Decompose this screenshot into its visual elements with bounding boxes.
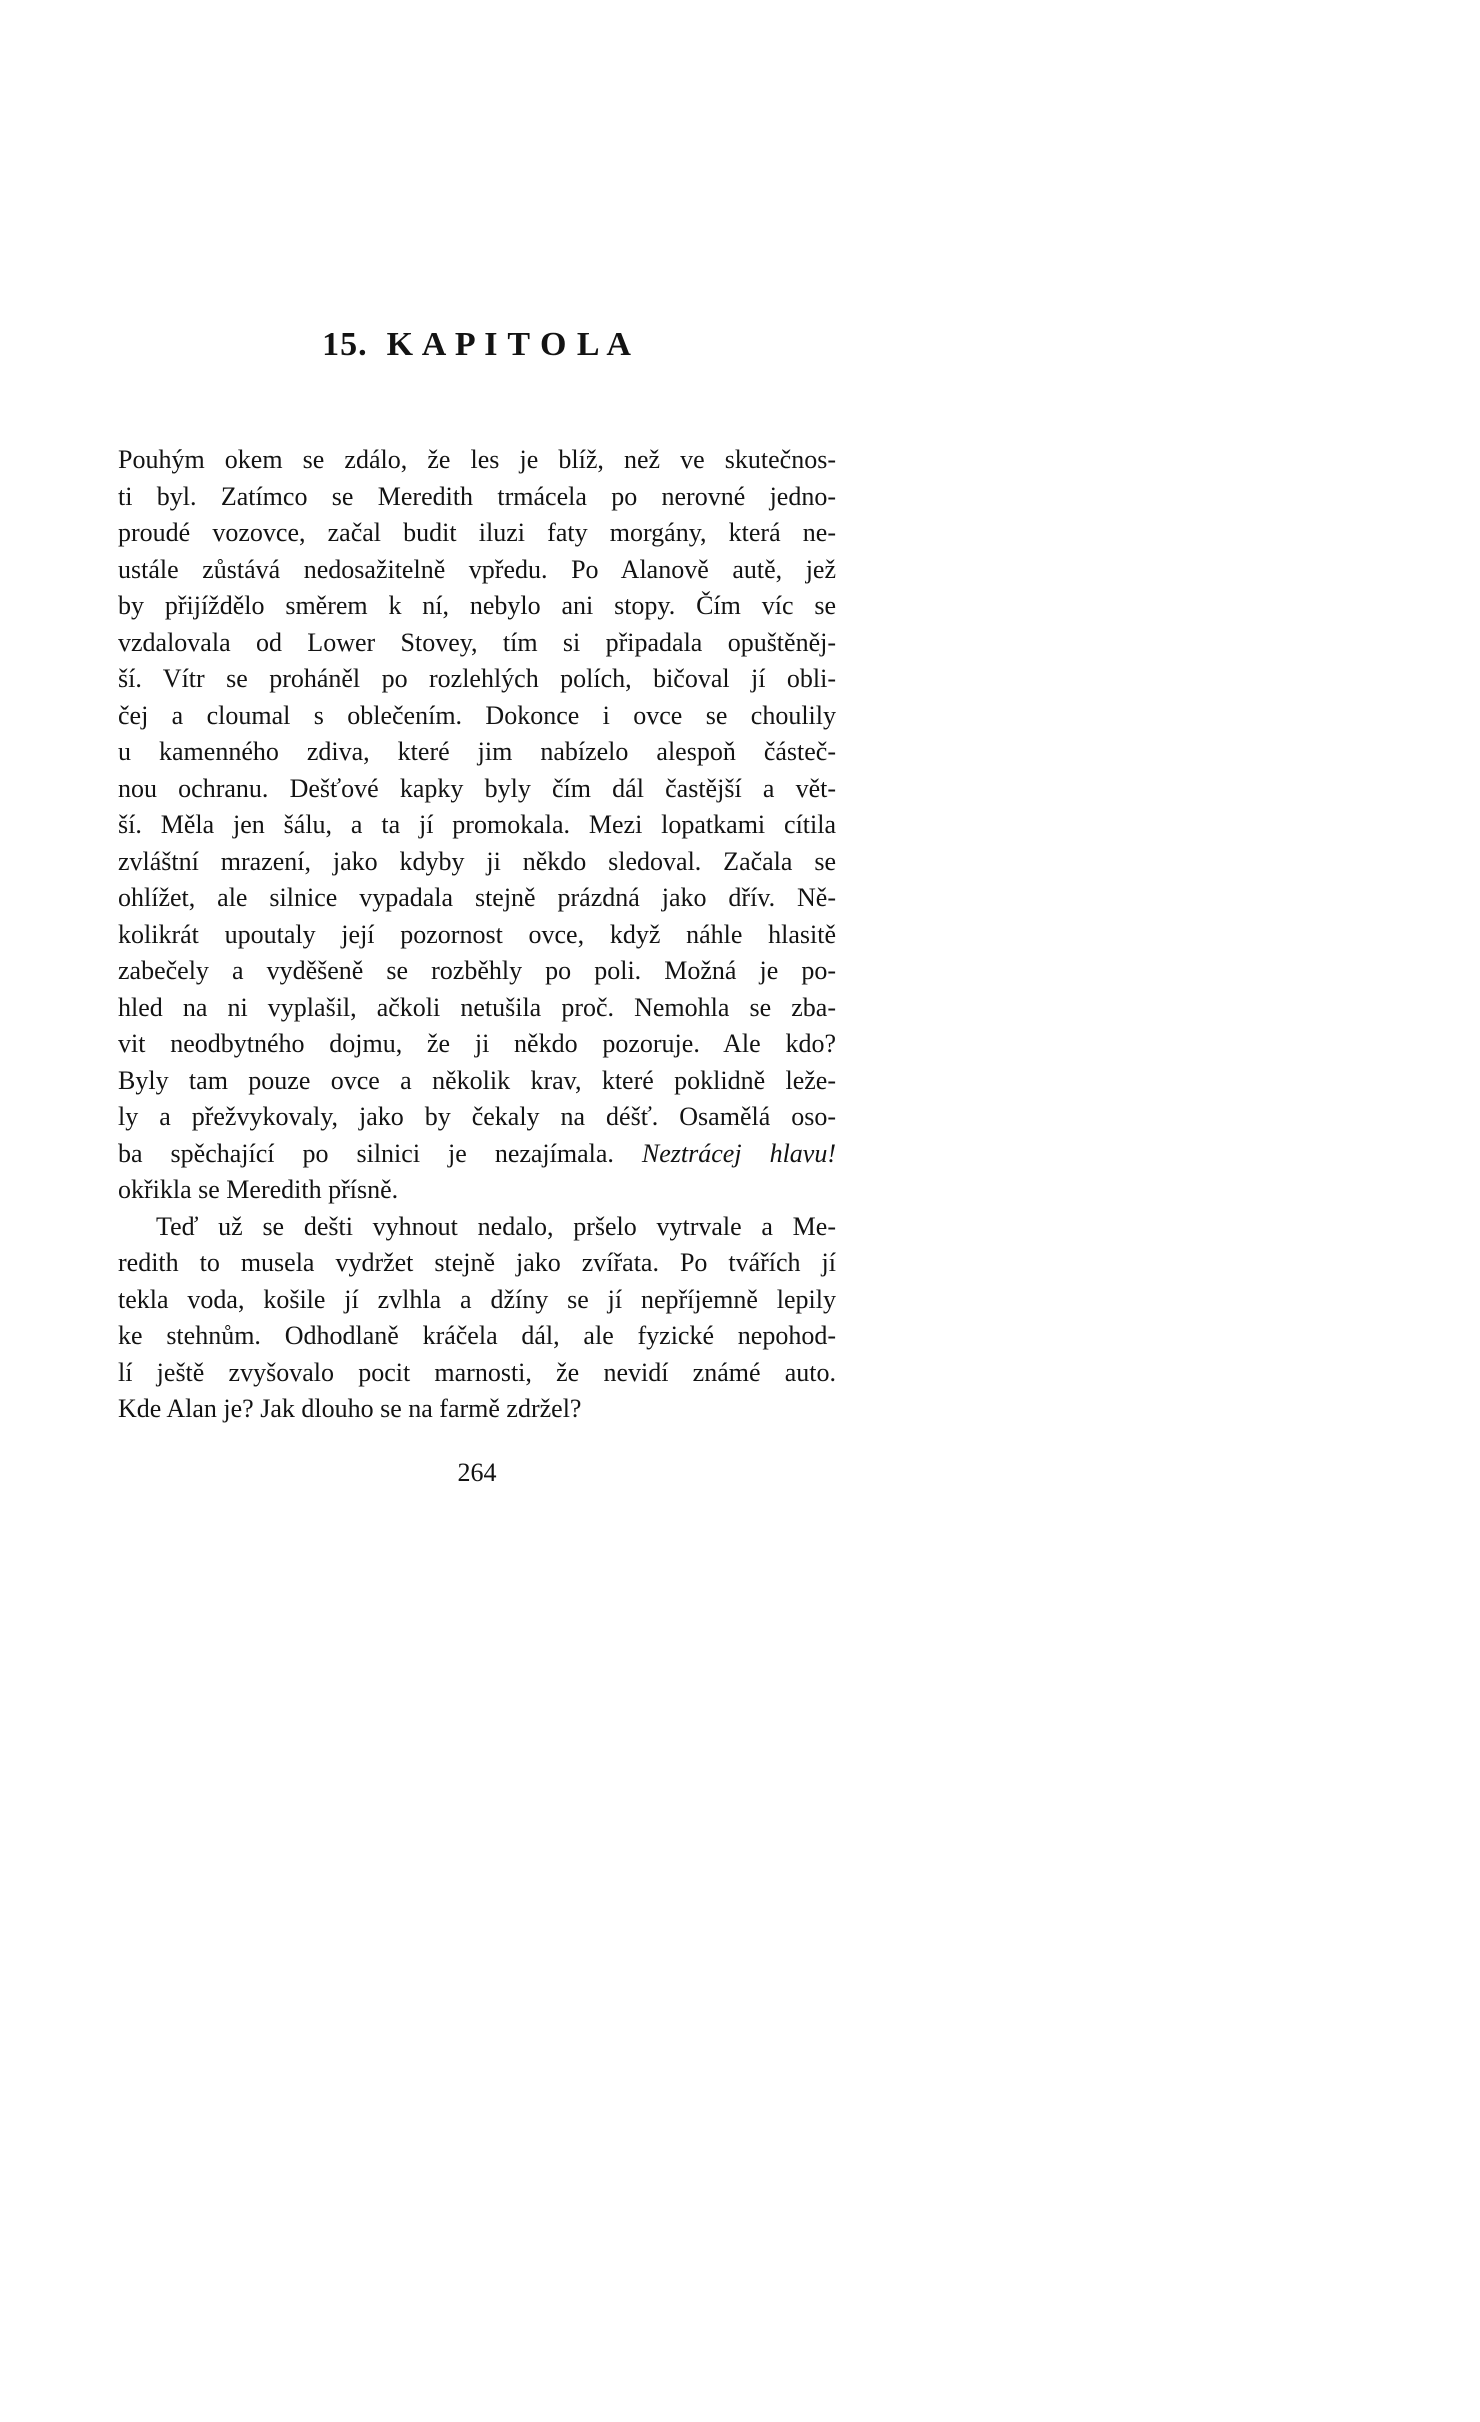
text-segment: by přijíždělo směrem k ní, nebylo ani stopy. Čím víc se — [118, 591, 836, 620]
text-segment: hled na ni vyplašil, ačkoli netušila proč. Nemohla se zba- — [118, 992, 836, 1022]
text-segment: lí ještě zvyšovalo pocit marnosti, že nevidí známé auto. — [118, 1357, 836, 1387]
text-segment: vit neodbytného dojmu, že ji někdo pozoruje. Ale kdo? — [118, 1029, 836, 1058]
chapter-title: 15. K A P I T O L A — [322, 326, 632, 363]
text-segment: zabečely a vyděšeně se rozběhly po poli. Možná je po- — [118, 956, 836, 985]
text-segment: ohlížet, ale silnice vypadala stejně prázdná jako dřív. Ně- — [118, 883, 836, 912]
text-segment: Pouhým okem se zdálo, že les je blíž, než ve skutečnos- — [118, 445, 836, 474]
body-text — [118, 442, 836, 1428]
text-line — [118, 1391, 836, 1428]
text-segment-italic: Neztrácej hlavu! — [641, 1138, 836, 1168]
text-line — [118, 661, 836, 698]
page-number: 264 — [457, 1458, 497, 1487]
text-line — [118, 1172, 836, 1209]
text-segment: kolikrát upoutaly její pozornost ovce, když náhle hlasitě — [118, 919, 836, 949]
text-line — [118, 1245, 836, 1282]
text-line — [118, 698, 836, 735]
text-line — [118, 734, 836, 771]
text-line — [118, 807, 836, 844]
text-line — [118, 1063, 836, 1100]
text-line — [118, 1355, 836, 1392]
text-segment: ší. Měla jen šálu, a ta jí promokala. Mezi lopatkami cítila — [118, 810, 836, 839]
text-segment: redith to musela vydržet stejně jako zvířata. Po tvářích jí — [118, 1248, 836, 1277]
text-line — [118, 515, 836, 552]
text-line — [118, 1318, 836, 1355]
text-line — [118, 953, 836, 990]
text-segment: proudé vozovce, začal budit iluzi faty morgány, která ne- — [118, 518, 836, 547]
text-segment: Byly tam pouze ovce a několik krav, které poklidně leže- — [118, 1065, 836, 1095]
text-segment: Teď už se dešti vyhnout nedalo, pršelo vytrvale a Me- — [156, 1211, 836, 1241]
text-segment: ke stehnům. Odhodlaně kráčela dál, ale fyzické nepohod- — [118, 1321, 836, 1350]
text-segment: tekla voda, košile jí zvlhla a džíny se jí nepříjemně lepily — [118, 1284, 836, 1314]
text-segment: čej a cloumal s oblečením. Dokonce i ovce se choulily — [118, 700, 836, 730]
text-line — [118, 990, 836, 1027]
text-line — [118, 1282, 836, 1319]
text-line — [118, 917, 836, 954]
text-line — [118, 588, 836, 625]
text-line — [118, 552, 836, 589]
text-line — [118, 771, 836, 808]
text-line — [118, 880, 836, 917]
text-line — [118, 1209, 836, 1246]
text-segment: ustále zůstává nedosažitelně vpředu. Po Alanově autě, jež — [118, 554, 836, 584]
text-segment: nou ochranu. Dešťové kapky byly čím dál častější a vět- — [118, 773, 836, 803]
text-segment: vzdalovala od Lower Stovey, tím si připadala opuštěněj- — [118, 627, 836, 657]
text-line — [118, 1136, 836, 1173]
text-segment: ší. Vítr se proháněl po rozlehlých polích, bičoval jí obli- — [118, 664, 836, 693]
text-line — [118, 1099, 836, 1136]
text-line — [118, 479, 836, 516]
text-segment: u kamenného zdiva, které jim nabízelo alespoň částeč- — [118, 737, 836, 766]
text-segment: ly a přežvykovaly, jako by čekaly na déšť. Osamělá oso- — [118, 1102, 836, 1131]
text-line — [118, 844, 836, 881]
text-segment: okřikla se Meredith přísně. — [118, 1175, 399, 1204]
text-segment: ba spěchající po silnici je nezajímala. — [118, 1138, 642, 1168]
text-line — [118, 1026, 836, 1063]
text-segment: zvláštní mrazení, jako kdyby ji někdo sledoval. Začala se — [118, 846, 836, 876]
text-segment: ti byl. Zatímco se Meredith trmácela po nerovné jedno- — [118, 481, 836, 511]
text-segment: Kde Alan je? Jak dlouho se na farmě zdržel? — [118, 1394, 582, 1423]
text-line — [118, 625, 836, 662]
text-line — [118, 442, 836, 479]
